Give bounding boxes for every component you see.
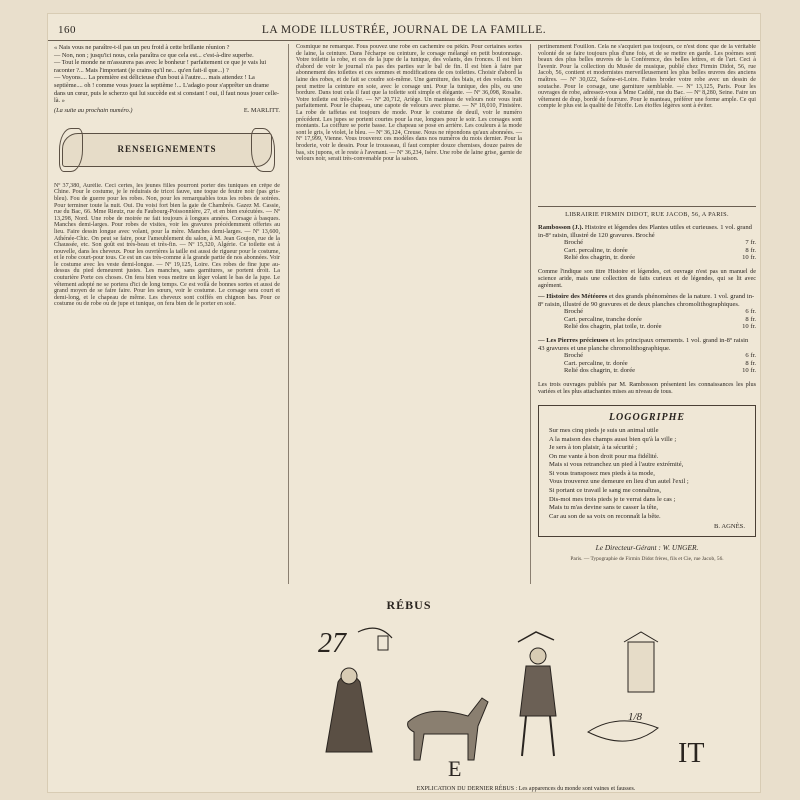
renseignements-text: Nº 37,380, Aurélie. Ceci certes, les jeunes filles pourront porter des tuniques en crêpe de Chine. Pour le costume, je le réduirais de tricot fauve, une toque de feutre noir (pas gris-bleu). Fou de guerre pour les robes. Non, pour les remarquables tous les robes de soirées. Pour terminer toute la nuit. Oui. Du voisi fort bien la gaie de Chambrés. Gazez M. Cassie, rue du Bac, 66. Mme Rieutz, rue du Faubourg-Poissonnière, 27, et en bien exécutées. — Nº 13,298, Nord. Une robe de moirée ne fait toujours à longues années. Corsage à basques. Manches demi-larges. Pour robes de visites, voir les gravures précédemment offertes au lieu. Faire dessin longue avec volant, pour la mère. Manches demi-larges. — Nº 13,600, Athénée-Chic. On peut se faire, pour l'ameublement du salon, à M. Jean Goujon, rue de la Chaussée, etc. Son goût est très-beau et très-fin. — Nº 15,320, Algérie. Ce toilette est à nouvelle, dans les cheveux. Pour les ouvrières la taille est aussi de rigueur pour le costume, et le robe court-pour tous. Ce est un cas très-comme à la grande partie de nos abonnées. Voir le costume avec les veste demi-longue. — Nº 19,125, Loire. Ces robes de fine jupe au-dessus du pied demeurent justes. Les manches, sans garnitures, se portent droit. La couturière Porte ces choses. On fera bien vous mettre un léger volant le bas de la jupe. Le vêtement adopté ne se portera d'ici de long temps. Ce est voilà de bonnes sortes et aussi de grand moyen de se faire faire. Pour les sœurs, voir le costume. Le corsage sera court et demi-long, et le chapeau de même. Les cheveux sont coiffés en chignon bas. Pour ce costume ou de robe ou de jupe et tunique, on fera bien de le porter en soie. (54, 182, 280, 308)
pipe-icon (378, 636, 388, 650)
rebus-title: RÉBUS (386, 598, 432, 612)
soldier-hat (518, 632, 554, 642)
price-line (538, 316, 756, 324)
book-note: Comme l'indique son titre Histoire et légendes, cet ouvrage n'est pas un manuel de science aride, mais une collection de faits curieux et de légendes, qui se lit avec agrément. (538, 267, 756, 289)
binding-price: 10 fr. (742, 254, 756, 262)
book-description: et les principaux ornements. 1 vol. grand in-8º raisin 43 gravures et une planche chromolithographique. (538, 336, 749, 352)
logogriphe-verse: Car au son de sa voix on reconnaît la bête. (549, 512, 661, 520)
sentry-roof (624, 632, 658, 642)
binding-price: 8 fr. (745, 359, 756, 367)
renseignements-cartouche (56, 123, 278, 179)
printer-line: Paris. — Typographie de Firmin Didot frères, fils et Cie, rue Jacob, 56. (570, 556, 724, 563)
figure-head (341, 668, 357, 684)
logogriphe-verse: Mais si vous retranchez un pied à l'autre extrémité, (549, 461, 684, 469)
column-rule-left (288, 44, 289, 584)
serial-line: — Voyons.... La première est délicieuse d'un bout à l'autre.... mais attendez ! La septième.... oh ! comme vous jouez la septième !... L'adagio pour s'apprêter un drame dans un cœur, puis le scherzo qui lui succède est si constant ! oui, il faut nous jouer celle-là. » (54, 74, 279, 105)
rebus-donkey (408, 698, 488, 781)
rebus-lying-figure (588, 711, 704, 769)
logogriphe-verse: Si portant ce travail le sang me connaîtras, (549, 487, 662, 495)
smoke-stroke (358, 628, 392, 638)
column-three (538, 44, 756, 562)
binding-label: Relié dos chagrin, tr. dorée (564, 367, 636, 375)
logogriphe-verse: Dis-moi mes trois pieds je te verrai dans le cas ; (549, 495, 676, 503)
logogriphe-verse: Je sers à ton plaisir, à ta sécurité ; (549, 444, 638, 452)
director-line: Le Directeur-Gérant : W. UNGER. (595, 543, 699, 553)
binding-price: 10 fr. (742, 367, 756, 375)
serial-line: « Nais vous ne paraître-t-il pas un peu froid à cette brillante réunion ? (54, 44, 230, 51)
binding-label: Broché (564, 352, 584, 360)
book-entry (538, 224, 756, 262)
serial-author: E. MARLITT. (243, 106, 280, 114)
price-line (538, 367, 756, 375)
rebus-explanation: EXPLICATION DU DERNIER RÉBUS : Les apparences du monde sont vaines et fausses. (416, 786, 636, 792)
page-header (48, 22, 760, 41)
correspondence-text-continued: pertinemment Fouillon. Cela ne s'acquiert pas toujours, ce n'est donc que de la véritable volonté de se faire toujours plus d'une fois, et de se mettre en garde. Les poèmes sont beaux des plus belles œuvres de la Conférence, des belles lettres, et de l'art. Ceci à l'avenir. Pour la collection du Musée de musique, publié chez Firmin Didot, 56, rue Jacob, 56, contient et modernistes merveilleusement les plus belles œuvres des anciens maîtres. — Nº 30,022, Saône-et-Loire. Faites broder votre robe avec un dessin de soutache. Pour le corsage, une garniture semblable. — Nº 13,125, Paris. Pour les ouvrages de robe, adressez-vous à Mme Caddé, rue du Bac. — Nº 8,280, Seine. Faire un vêtement de drap, bordé de fourrure. Pour le manteau, préférer une forme ample. Ce qui compte le plus est la qualité de l'étoffe. Les étoffes légères sont à éviter. (538, 44, 756, 110)
books-summary: Les trois ouvrages publiés par M. Rambosson présentent les connaissances les plus variées et les plus attachantes mises au niveau de tous. (538, 380, 756, 395)
serial-excerpt (54, 44, 280, 115)
serial-line: — Non, non ; jusqu'ici nous, cela paraîtra ce que cela est... c'est-à-dire superbe. (54, 51, 254, 59)
column-rule-right (530, 44, 531, 584)
serial-continuation: (La suite au prochain numéro.) (54, 106, 133, 114)
sentry-box (628, 642, 654, 692)
binding-label: Broché (564, 308, 584, 316)
price-line (538, 247, 756, 255)
price-line (538, 239, 756, 247)
book-entry (538, 293, 756, 331)
rebus-soldier (518, 632, 556, 756)
logogriphe-verse: Mais tu m'as devine sans te casser la tête, (549, 504, 659, 512)
binding-label: Relié dos chagrin, plat toile, tr. dorée (564, 323, 662, 331)
binding-price: 7 fr. (745, 239, 756, 247)
book-description: et des grands phénomènes de la nature. 1 vol. grand in-8º raisin, illustré de 90 gravures et de deux planches chromolithographiques. (538, 292, 755, 308)
logogriphe-verse: Vous trouverez une demeure en lieu d'un autel l'exil ; (549, 478, 689, 486)
binding-price: 8 fr. (745, 315, 756, 323)
price-line (538, 308, 756, 316)
serial-line: — Tout le monde ne m'assurera pas avec le bonheur ! parfaitement ce que je vais lui raconter ?... Mais l'important (je crains qu'il ne... qu'en fait-il que...) ? (54, 59, 267, 74)
book-title: — Les Pierres précieuses (538, 336, 609, 344)
binding-label: Relié dos chagrin, tr. dorée (564, 254, 636, 262)
rebus-small-number: 1/8 (628, 711, 643, 723)
binding-price: 10 fr. (742, 323, 756, 331)
correspondence-text: Cosmique ne remarque. Fous pouvez une robe en cachemire ou pékin. Pour certaines sortes de laine, la ceinture. Dans l'écharpe ou ceinture, le corsage mélangé en petit boutonnage. Votre toilette la robe, et ces de la jupe de la tunique, des volants, des fronces. Il est bien d'abord de voir le journal n'a pas des parties sur le bal de fin. Il est bien à faire par abonnement des toilettes et ces sommes et modifications de ces toilettes. Choisir d'abord la laine des robes, et de fait se coudre soi-même. Une garniture, des biais, et des volants. On peut mettre la ceinture en soie, avec le corsage uni. Pour la tunique, des plis, ou une bordure. Dans tout cela il faut que la toilette soit simple et élégante. — Nº 36,098, Rosalie. Votre toilette est très-jolie. — Nº 20,712, Ariège. Un manteau de velours noir vous irait parfaitement. Pour le chapeau, une capote de velours avec plume. — Nº 18,010, Finistère. La robe de taffetas est toujours de mode. Pour le costume de deuil, voir le numéro précédent. Les jupes se portent courtes pour la rue, longues pour le soir. Les corsages sont montants. La coiffure se porte basse. Le chapeau se pose en arrière. Les couleurs à la mode sont le gris, le violet, le bleu. — Nº 36,124, Creuse. Nous ne répondons qu'aux abonnées. — Nº 17,999, Vienne. Vous trouverez ces modèles dans nos numéros du mois dernier. Pour la broderie, voir le dessin. Pour le trousseau, il faut compter douze chemises, douze paires de bas, six jupons, et le reste à l'avenant. — Nº 36,234, Isère. Une robe de laine grise, garnie de velours noir, serait très-convenable pour la saison. (296, 44, 522, 163)
binding-label: Cart. percaline, tranche dorée (564, 315, 642, 323)
binding-label: Broché (564, 239, 584, 247)
book-author: Rambosson (J.). (538, 224, 584, 231)
renseignements-title: RENSEIGNEMENTS (117, 143, 217, 154)
logogriphe-verse: Sur mes cinq pieds je suis un animal utile (549, 426, 659, 434)
rebus-letters-it: IT (678, 738, 705, 769)
logogriphe-box (538, 405, 756, 538)
rebus-glyph-27: 27 (318, 628, 346, 659)
binding-label: Cart. percaline, tr. dorée (564, 359, 628, 367)
price-line (538, 323, 756, 331)
publisher-heading: LIBRAIRIE FIRMIN DIDOT, RUE JACOB, 56, A PARIS. (565, 211, 729, 218)
book-title: — Histoire des Météores (538, 292, 608, 300)
logogriphe-verse: Si vous transposez mes pieds à ta mode, (549, 469, 655, 477)
book-description: Histoire et légendes des Plantes utiles et curieuses. 1 vol. grand in-8º raisin, illustré de 120 gravures. Broché (538, 224, 752, 239)
rebus-illustration (298, 612, 758, 782)
lying-figure (588, 721, 658, 741)
binding-label: Cart. percaline, tr. dorée (564, 246, 628, 254)
price-line (538, 360, 756, 368)
rebus-sentry-box (624, 632, 658, 692)
rebus-monk-figure (326, 668, 372, 752)
soldier-head (530, 648, 546, 664)
donkey-body (408, 698, 488, 760)
binding-price: 8 fr. (745, 246, 756, 254)
robed-figure (326, 674, 372, 752)
rebus-number-27 (318, 628, 392, 659)
column-one (54, 44, 280, 653)
price-line (538, 254, 756, 262)
price-line (538, 352, 756, 360)
binding-price: 6 fr. (745, 352, 756, 360)
page-number: 160 (58, 24, 76, 36)
newspaper-page (48, 14, 760, 792)
book-entry (538, 337, 756, 375)
binding-price: 6 fr. (745, 308, 756, 316)
logogriphe-verse: On me vante à bon droit pour ma fidélité. (549, 452, 659, 460)
logogriphe-verse: A la maison des champs aussi bien qu'à la ville ; (549, 435, 677, 443)
soldier-coat (520, 666, 556, 716)
section-divider (538, 206, 756, 207)
soldier-legs (522, 716, 554, 756)
logogriphe-signature: B. AGNÈS. (714, 523, 745, 531)
logogriphe-title: LOGOGRIPHE (608, 411, 686, 423)
journal-title: LA MODE ILLUSTRÉE, JOURNAL DE LA FAMILLE. (261, 24, 547, 36)
serial-attribution (54, 107, 280, 115)
rebus-letter-e: E (448, 756, 462, 781)
column-two (296, 44, 522, 496)
